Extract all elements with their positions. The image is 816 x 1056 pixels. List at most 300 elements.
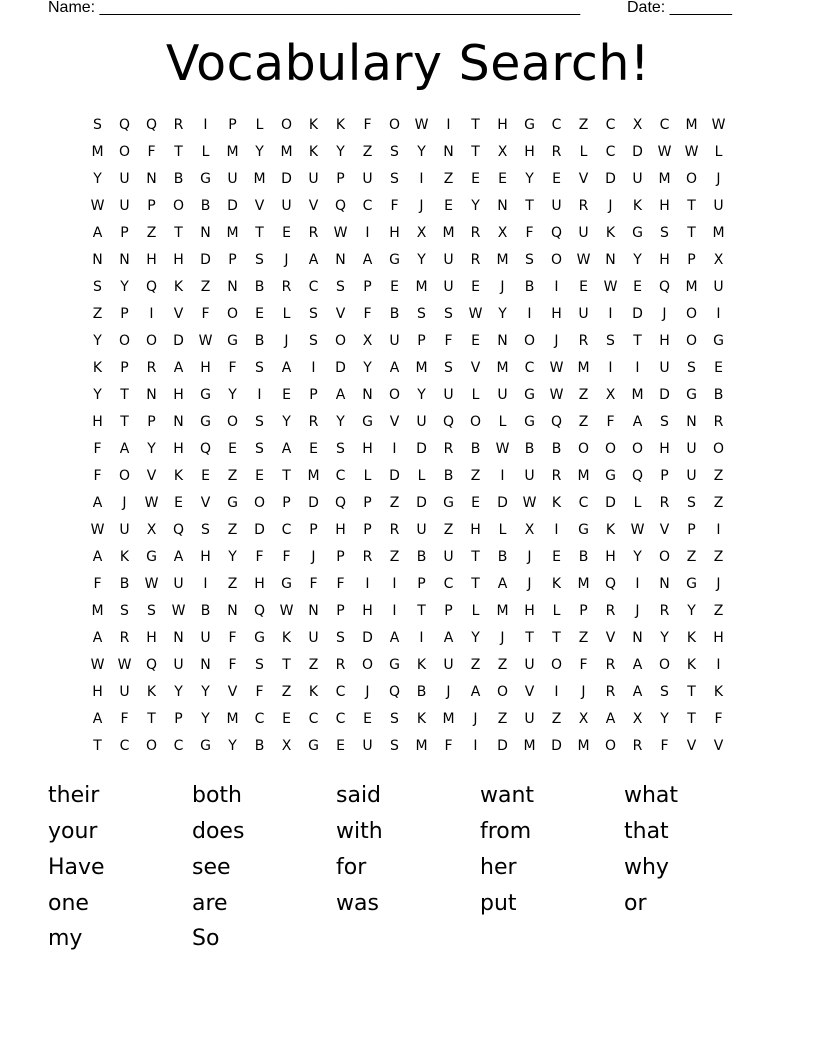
grid-letter: M [712,224,725,241]
grid-letter: I [716,305,721,322]
grid-row [84,624,732,651]
grid-letter: C [281,521,292,538]
grid-letter: I [392,602,397,619]
grid-letter: G [146,548,157,565]
grid-letter: D [254,521,265,538]
grid-letter: S [255,359,264,376]
grid-letter: R [659,494,670,511]
grid-letter: K [335,116,346,133]
grid-letter: E [390,278,399,295]
grid-letter: E [552,170,561,187]
grid-letter: J [608,197,613,214]
grid-letter: Z [443,521,454,538]
grid-letter: X [605,386,616,403]
grid-letter: P [336,548,345,565]
grid-row [84,570,732,597]
grid-letter: C [605,143,616,160]
grid-letter: S [147,602,156,619]
grid-letter: J [716,170,721,187]
grid-letter: H [200,359,211,376]
grid-letter: P [228,251,237,268]
grid-letter: E [255,467,264,484]
grid-letter: Z [389,548,400,565]
grid-letter: E [282,386,291,403]
grid-letter: I [608,305,613,322]
grid-row [84,219,732,246]
grid-letter: K [308,683,319,700]
grid-letter: R [713,413,724,430]
grid-letter: T [120,386,129,403]
grid-letter: Z [551,710,562,727]
grid-letter: R [632,737,643,754]
grid-letter: E [471,170,480,187]
grid-letter: D [281,170,292,187]
grid-letter: O [658,656,671,673]
grid-letter: W [603,278,618,295]
grid-letter: H [524,143,535,160]
grid-letter: B [497,548,508,565]
grid-letter: S [687,359,696,376]
grid-letter: K [416,656,427,673]
grid-letter: I [635,359,640,376]
grid-letter: J [527,575,532,592]
grid-letter: Y [120,278,129,295]
grid-letter: P [363,521,372,538]
grid-letter: M [685,116,698,133]
grid-letter: I [608,359,613,376]
grid-letter: A [92,224,103,241]
grid-letter: U [524,656,535,673]
grid-letter: F [93,467,102,484]
grid-letter: J [419,197,424,214]
grid-letter: Z [578,629,589,646]
grid-letter: Q [442,413,455,430]
grid-letter: T [687,683,696,700]
grid-letter: T [255,224,264,241]
grid-letter: G [686,575,697,592]
grid-letter: P [687,251,696,268]
grid-letter: C [308,710,319,727]
word-list-item: one [48,890,89,916]
grid-letter: A [389,359,400,376]
grid-letter: Q [334,494,347,511]
grid-letter: F [390,197,399,214]
grid-letter: G [524,116,535,133]
grid-letter: N [119,251,130,268]
grid-letter: O [496,683,509,700]
grid-letter: K [92,359,103,376]
grid-letter: B [551,440,562,457]
grid-letter: I [554,521,559,538]
grid-letter: W [549,386,564,403]
grid-letter: Z [200,278,211,295]
grid-letter: T [147,710,156,727]
grid-row [84,597,732,624]
grid-letter: Y [687,602,696,619]
grid-letter: A [92,710,103,727]
grid-letter: E [201,467,210,484]
grid-letter: J [554,332,559,349]
grid-letter: H [146,251,157,268]
grid-row [84,543,732,570]
grid-letter: T [471,575,480,592]
grid-letter: E [471,278,480,295]
grid-letter: O [145,332,158,349]
grid-letter: X [713,251,724,268]
grid-letter: J [500,278,505,295]
grid-letter: K [686,629,697,646]
grid-letter: G [632,224,643,241]
grid-letter: J [122,494,127,511]
grid-row [84,300,732,327]
word-list-row [48,778,768,814]
grid-letter: D [389,467,400,484]
grid-letter: R [605,602,616,619]
grid-letter: C [524,359,535,376]
grid-letter: G [254,629,265,646]
grid-letter: F [228,656,237,673]
grid-letter: Y [147,440,156,457]
grid-letter: B [389,305,400,322]
word-list-item: Have [48,854,105,880]
grid-letter: V [659,521,670,538]
grid-letter: L [579,143,588,160]
grid-letter: M [442,710,455,727]
grid-letter: S [255,656,264,673]
grid-letter: U [686,467,697,484]
grid-letter: R [443,440,454,457]
grid-letter: P [309,521,318,538]
grid-letter: K [416,710,427,727]
grid-letter: D [659,386,670,403]
grid-letter: D [200,251,211,268]
grid-letter: I [473,737,478,754]
grid-letter: C [173,737,184,754]
grid-letter: F [363,116,372,133]
grid-letter: Z [497,656,508,673]
grid-letter: J [716,575,721,592]
grid-letter: O [658,548,671,565]
grid-letter: V [578,170,589,187]
grid-letter: O [118,467,131,484]
grid-row [84,192,732,219]
grid-letter: O [685,305,698,322]
grid-letter: L [471,386,480,403]
grid-letter: M [91,602,104,619]
grid-letter: L [498,521,507,538]
grid-letter: U [686,440,697,457]
grid-letter: Y [93,332,102,349]
grid-letter: S [417,305,426,322]
grid-letter: I [554,683,559,700]
grid-letter: P [363,278,372,295]
grid-letter: E [633,278,642,295]
grid-letter: D [632,143,643,160]
grid-letter: O [226,413,239,430]
grid-letter: G [605,467,616,484]
grid-letter: O [604,440,617,457]
grid-letter: L [471,602,480,619]
grid-letter: X [524,521,535,538]
name-field-label: Name: ______________________________________________________ [48,0,581,16]
grid-letter: L [417,467,426,484]
grid-letter: J [581,683,586,700]
grid-letter: S [255,440,264,457]
grid-letter: X [578,710,589,727]
grid-letter: P [120,359,129,376]
grid-letter: I [716,656,721,673]
grid-letter: H [524,602,535,619]
grid-letter: Q [604,575,617,592]
grid-letter: G [578,521,589,538]
grid-letter: P [228,116,237,133]
grid-letter: M [577,467,590,484]
grid-letter: I [392,575,397,592]
grid-letter: A [308,251,319,268]
grid-letter: Q [145,656,158,673]
grid-letter: G [362,413,373,430]
grid-letter: U [227,170,238,187]
word-list-item: was [336,890,379,916]
grid-letter: Y [660,710,669,727]
grid-letter: E [471,332,480,349]
grid-letter: V [173,305,184,322]
grid-letter: Y [525,170,534,187]
grid-letter: U [173,575,184,592]
grid-letter: P [120,224,129,241]
grid-letter: B [200,197,211,214]
grid-letter: U [659,359,670,376]
grid-letter: F [228,359,237,376]
grid-letter: C [362,197,373,214]
grid-letter: G [713,332,724,349]
grid-letter: W [171,602,186,619]
grid-letter: O [577,440,590,457]
grid-letter: H [551,305,562,322]
grid-letter: W [198,332,213,349]
grid-letter: M [415,278,428,295]
grid-letter: M [523,737,536,754]
grid-letter: G [227,494,238,511]
grid-letter: N [200,656,211,673]
grid-letter: A [173,359,184,376]
grid-row [84,138,732,165]
grid-letter: N [308,602,319,619]
grid-letter: O [118,332,131,349]
word-list-item: put [480,890,517,916]
grid-letter: K [605,521,616,538]
grid-letter: E [498,170,507,187]
grid-letter: Q [145,116,158,133]
grid-letter: E [282,710,291,727]
grid-letter: U [173,656,184,673]
grid-letter: D [416,440,427,457]
grid-letter: A [389,629,400,646]
grid-letter: Y [282,413,291,430]
grid-letter: B [254,332,265,349]
grid-letter: D [551,737,562,754]
grid-letter: U [443,386,454,403]
grid-letter: F [147,143,156,160]
grid-letter: U [578,224,589,241]
grid-letter: E [228,440,237,457]
grid-letter: U [713,197,724,214]
grid-letter: R [578,197,589,214]
grid-letter: N [335,251,346,268]
grid-letter: V [200,494,211,511]
grid-letter: M [226,710,239,727]
grid-letter: K [605,224,616,241]
grid-letter: Y [255,143,264,160]
grid-letter: A [632,656,643,673]
grid-letter: N [227,278,238,295]
grid-letter: V [254,197,265,214]
grid-letter: M [658,170,671,187]
grid-letter: Y [93,170,102,187]
grid-row [84,165,732,192]
grid-letter: M [442,224,455,241]
grid-letter: O [118,143,131,160]
grid-letter: Q [172,521,185,538]
grid-letter: Y [660,629,669,646]
grid-letter: Z [713,548,724,565]
grid-row [84,111,732,138]
grid-letter: I [554,278,559,295]
grid-letter: V [605,629,616,646]
grid-letter: J [473,710,478,727]
grid-letter: E [255,305,264,322]
grid-letter: L [633,494,642,511]
grid-letter: N [443,143,454,160]
grid-letter: H [605,548,616,565]
grid-letter: X [497,224,508,241]
grid-letter: A [362,251,373,268]
grid-letter: P [660,467,669,484]
grid-letter: F [444,332,453,349]
grid-letter: X [362,332,373,349]
grid-letter: Z [227,575,238,592]
grid-letter: H [497,116,508,133]
grid-letter: E [282,224,291,241]
grid-letter: R [470,224,481,241]
grid-letter: F [255,683,264,700]
word-list-item: see [192,854,231,880]
grid-letter: Y [201,683,210,700]
grid-letter: A [335,386,346,403]
grid-letter: R [308,224,319,241]
grid-row [84,489,732,516]
grid-letter: L [201,143,210,160]
grid-letter: M [496,251,509,268]
grid-letter: U [119,170,130,187]
grid-letter: B [416,548,427,565]
grid-letter: U [281,197,292,214]
grid-letter: I [716,521,721,538]
word-list-item: their [48,783,100,809]
grid-letter: U [308,170,319,187]
grid-letter: K [632,197,643,214]
grid-letter: I [635,575,640,592]
grid-letter: F [255,548,264,565]
grid-row [84,732,732,759]
grid-letter: Q [199,440,212,457]
grid-letter: Y [471,197,480,214]
grid-letter: O [523,332,536,349]
grid-letter: S [606,332,615,349]
grid-letter: A [173,548,184,565]
grid-letter: I [446,116,451,133]
grid-letter: O [172,197,185,214]
letter-grid [84,111,732,759]
grid-letter: A [119,440,130,457]
grid-letter: R [173,116,184,133]
grid-letter: D [416,494,427,511]
grid-letter: S [201,521,210,538]
grid-letter: Q [145,278,158,295]
grid-letter: B [416,683,427,700]
grid-letter: W [279,602,294,619]
grid-letter: U [443,656,454,673]
grid-letter: W [90,197,105,214]
grid-letter: R [551,467,562,484]
grid-letter: A [605,710,616,727]
grid-letter: Y [417,143,426,160]
grid-letter: X [146,521,157,538]
grid-letter: Z [497,710,508,727]
grid-letter: V [686,737,697,754]
word-list [48,778,768,957]
word-list-item: what [624,783,679,809]
grid-letter: A [92,548,103,565]
grid-letter: T [687,224,696,241]
grid-letter: A [92,494,103,511]
grid-letter: I [527,305,532,322]
grid-letter: L [714,143,723,160]
grid-letter: S [444,359,453,376]
grid-letter: N [200,224,211,241]
grid-letter: S [309,305,318,322]
grid-letter: P [336,602,345,619]
grid-letter: U [200,629,211,646]
grid-letter: F [336,575,345,592]
grid-letter: H [254,575,265,592]
grid-letter: X [416,224,427,241]
grid-letter: J [500,629,505,646]
grid-row [84,381,732,408]
word-list-item: So [192,926,220,952]
grid-letter: H [659,251,670,268]
grid-letter: W [414,116,429,133]
grid-row [84,705,732,732]
grid-letter: U [497,386,508,403]
grid-letter: F [309,575,318,592]
grid-letter: U [308,629,319,646]
grid-letter: S [390,710,399,727]
grid-letter: S [687,494,696,511]
grid-letter: H [659,197,670,214]
grid-letter: N [632,629,643,646]
grid-letter: S [336,440,345,457]
grid-letter: P [147,413,156,430]
grid-letter: I [149,305,154,322]
grid-letter: Z [443,170,454,187]
grid-letter: A [632,413,643,430]
grid-letter: H [92,683,103,700]
grid-letter: M [91,143,104,160]
grid-letter: T [282,467,291,484]
grid-letter: L [363,467,372,484]
grid-letter: H [92,413,103,430]
